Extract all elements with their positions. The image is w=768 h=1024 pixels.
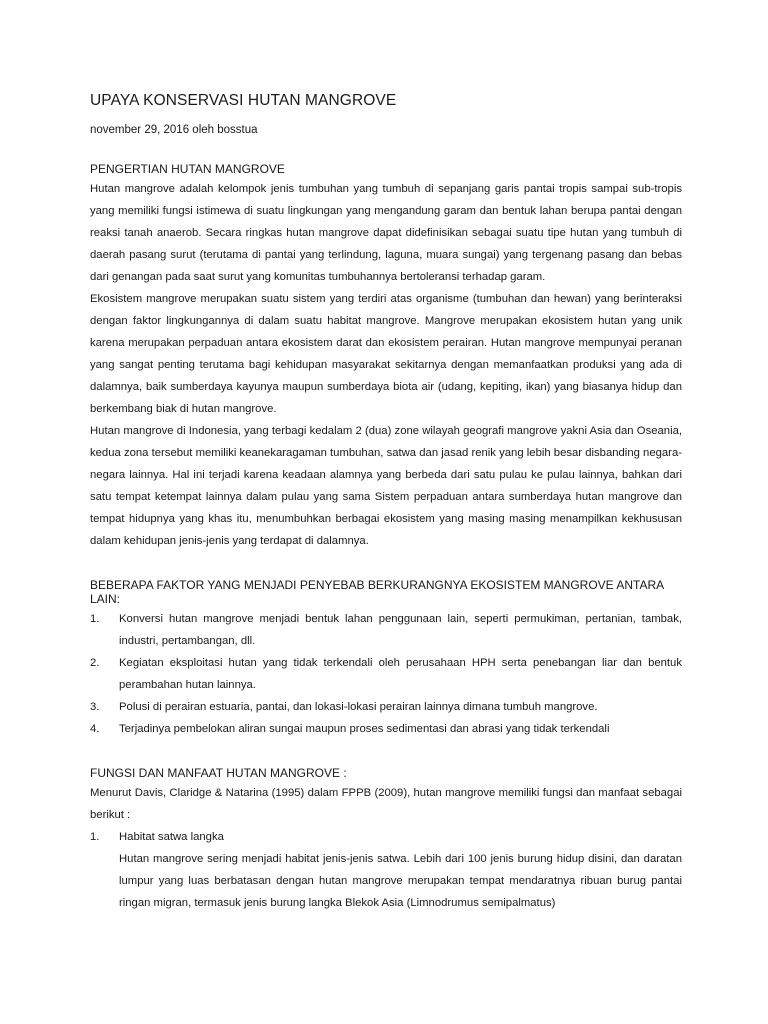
paragraph: Ekosistem mangrove merupakan suatu sistem yang terdiri atas organisme (tumbuhan dan hewan) yang berinteraksi dengan faktor lingkungannya di dalam suatu habitat mangrove. Mangrove merupakan ekosistem hutan yang unik karena merupakan perpaduan antara ekosistem darat dan ekosistem perairan. Hutan mangrove mempunyai peranan yang sangat penting terutama bagi kehidupan masyarakat sekitarnya dengan memanfaatkan produksi yang ada di dalamnya, baik sumberdaya kayunya maupun sumberdaya biota air (udang, kepiting, ikan) yang biasanya hidup dan berkembang biak di hutan mangrove.: [90, 293, 682, 415]
list-number: 4.: [90, 723, 100, 735]
list-item-text: Konversi hutan mangrove menjadi bentuk lahan penggunaan lain, seperti permukiman, pertanian, tambak, industri, pertambangan, dll.: [119, 613, 682, 647]
list-number: 3.: [90, 701, 100, 713]
section-heading-fungsi: FUNGSI DAN MANFAAT HUTAN MANGROVE :: [90, 766, 347, 780]
list-item: [90, 826, 682, 914]
list-item-text: Kegiatan eksploitasi hutan yang tidak terkendali oleh perusahaan HPH serta penebangan liar dan bentuk perambahan hutan lainnya.: [119, 657, 682, 691]
list-item-text: Hutan mangrove sering menjadi habitat jenis-jenis satwa. Lebih dari 100 jenis burung hidup disini, dan daratan lumpur yang luas berbatasan dengan hutan mangrove merupakan tempat mendaratnya ribuan burug pantai ringan migran, termasuk jenis burung langka Blekok Asia (Limnodrumus semipalmatus): [119, 853, 682, 909]
paragraph: Menurut Davis, Claridge & Natarina (1995) dalam FPPB (2009), hutan mangrove memiliki fungsi dan manfaat sebagai berikut :: [90, 787, 682, 821]
list-item: [90, 718, 682, 740]
list-number: 1.: [90, 613, 100, 625]
list-item: [90, 608, 682, 652]
list-number: 2.: [90, 657, 100, 669]
list-item-text: Polusi di perairan estuaria, pantai, dan lokasi-lokasi perairan lainnya dimana tumbuh mangrove.: [119, 701, 598, 713]
list-item: [90, 696, 682, 718]
list-item-title: Habitat satwa langka: [119, 831, 224, 843]
list-item-text: Terjadinya pembelokan aliran sungai maupun proses sedimentasi dan abrasi yang tidak terkendali: [119, 723, 610, 735]
section-heading-pengertian: PENGERTIAN HUTAN MANGROVE: [90, 162, 285, 176]
section-heading-faktor: BEBERAPA FAKTOR YANG MENJADI PENYEBAB BERKURANGNYA EKOSISTEM MANGROVE ANTARA LAIN:: [90, 578, 664, 606]
paragraph: Hutan mangrove adalah kelompok jenis tumbuhan yang tumbuh di sepanjang garis pantai tropis sampai sub-tropis yang memiliki fungsi istimewa di suatu lingkungan yang mengandung garam dan bentuk lahan berupa pantai dengan reaksi tanah anaerob. Secara ringkas hutan mangrove dapat didefinisikan sebagai suatu tipe hutan yang tumbuh di daerah pasang surut (terutama di pantai yang terlindung, laguna, muara sungai) yang tergenang pasang dan bebas dari genangan pada saat surut yang komunitas tumbuhannya bertoleransi terhadap garam.: [90, 183, 682, 283]
factor-list: [90, 608, 682, 740]
paragraph: Hutan mangrove di Indonesia, yang terbagi kedalam 2 (dua) zone wilayah geografi mangrove yakni Asia dan Oseania, kedua zona tersebut memiliki keanekaragaman tumbuhan, satwa dan jasad renik yang lebih besar disbanding negara-negara lainnya. Hal ini terjadi karena keadaan alamnya yang berbeda dari satu pulau ke pulau lainnya, bahkan dari satu tempat ketempat lainnya dalam pulau yang sama Sistem perpaduan antara sumberdaya hutan mangrove dan tempat hidupnya yang khas itu, menumbuhkan berbagai ekosistem yang masing masing menampilkan kekhususan dalam kehidupan jenis-jenis yang terdapat di dalamnya.: [90, 425, 682, 547]
list-number: 1.: [90, 831, 100, 843]
list-item: [90, 652, 682, 696]
document-title: UPAYA KONSERVASI HUTAN MANGROVE: [90, 92, 397, 109]
function-list: [90, 826, 682, 914]
post-meta: november 29, 2016 oleh bosstua: [90, 124, 258, 136]
